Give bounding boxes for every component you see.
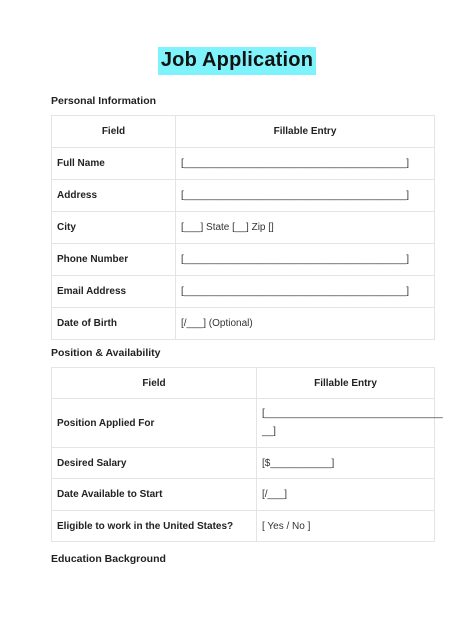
table-header-row — [52, 116, 435, 148]
entry-position-applied-for[interactable]: [________________________________ __] — [257, 399, 435, 448]
column-header-fillable-entry: Fillable Entry — [176, 116, 435, 148]
section-heading-personal-information: Personal Information — [51, 95, 157, 107]
entry-date-of-birth[interactable]: [/___] (Optional) — [176, 308, 435, 340]
table-header-row — [52, 368, 435, 399]
entry-email-address[interactable]: [________________________________________] — [176, 276, 435, 308]
field-label-address: Address — [52, 180, 176, 212]
field-label-date-available: Date Available to Start — [52, 479, 257, 511]
field-label-phone-number: Phone Number — [52, 244, 176, 276]
field-label-eligible-to-work: Eligible to work in the United States? — [52, 511, 257, 542]
page-title: Job Application — [158, 47, 316, 75]
field-label-email-address: Email Address — [52, 276, 176, 308]
section-heading-education-background: Education Background — [51, 553, 166, 565]
field-label-full-name: Full Name — [52, 148, 176, 180]
position-availability-table — [51, 367, 443, 542]
personal-information-table — [51, 115, 435, 340]
field-label-city: City — [52, 212, 176, 244]
table-row — [52, 276, 435, 308]
field-label-desired-salary: Desired Salary — [52, 448, 257, 479]
entry-date-available[interactable]: [/___] — [257, 479, 435, 511]
entry-full-name[interactable]: [________________________________________] — [176, 148, 435, 180]
entry-address[interactable]: [________________________________________] — [176, 180, 435, 212]
title-wrapper — [0, 47, 474, 75]
table-row — [52, 244, 435, 276]
table-row — [52, 212, 435, 244]
table-row — [52, 148, 435, 180]
table-row — [52, 399, 435, 448]
column-header-field: Field — [52, 368, 257, 399]
entry-phone-number[interactable]: [________________________________________] — [176, 244, 435, 276]
field-label-date-of-birth: Date of Birth — [52, 308, 176, 340]
table-row — [52, 448, 435, 479]
table-row — [52, 308, 435, 340]
entry-city-state-zip[interactable]: [___] State [__] Zip [] — [176, 212, 435, 244]
column-header-fillable-entry: Fillable Entry — [257, 368, 435, 399]
field-label-position-applied-for: Position Applied For — [52, 399, 257, 448]
entry-desired-salary[interactable]: [$___________] — [257, 448, 435, 479]
table-row — [52, 511, 435, 542]
column-header-field: Field — [52, 116, 176, 148]
table-row — [52, 479, 435, 511]
section-heading-position-availability: Position & Availability — [51, 347, 161, 359]
entry-eligible-to-work[interactable]: [ Yes / No ] — [257, 511, 435, 542]
table-row — [52, 180, 435, 212]
